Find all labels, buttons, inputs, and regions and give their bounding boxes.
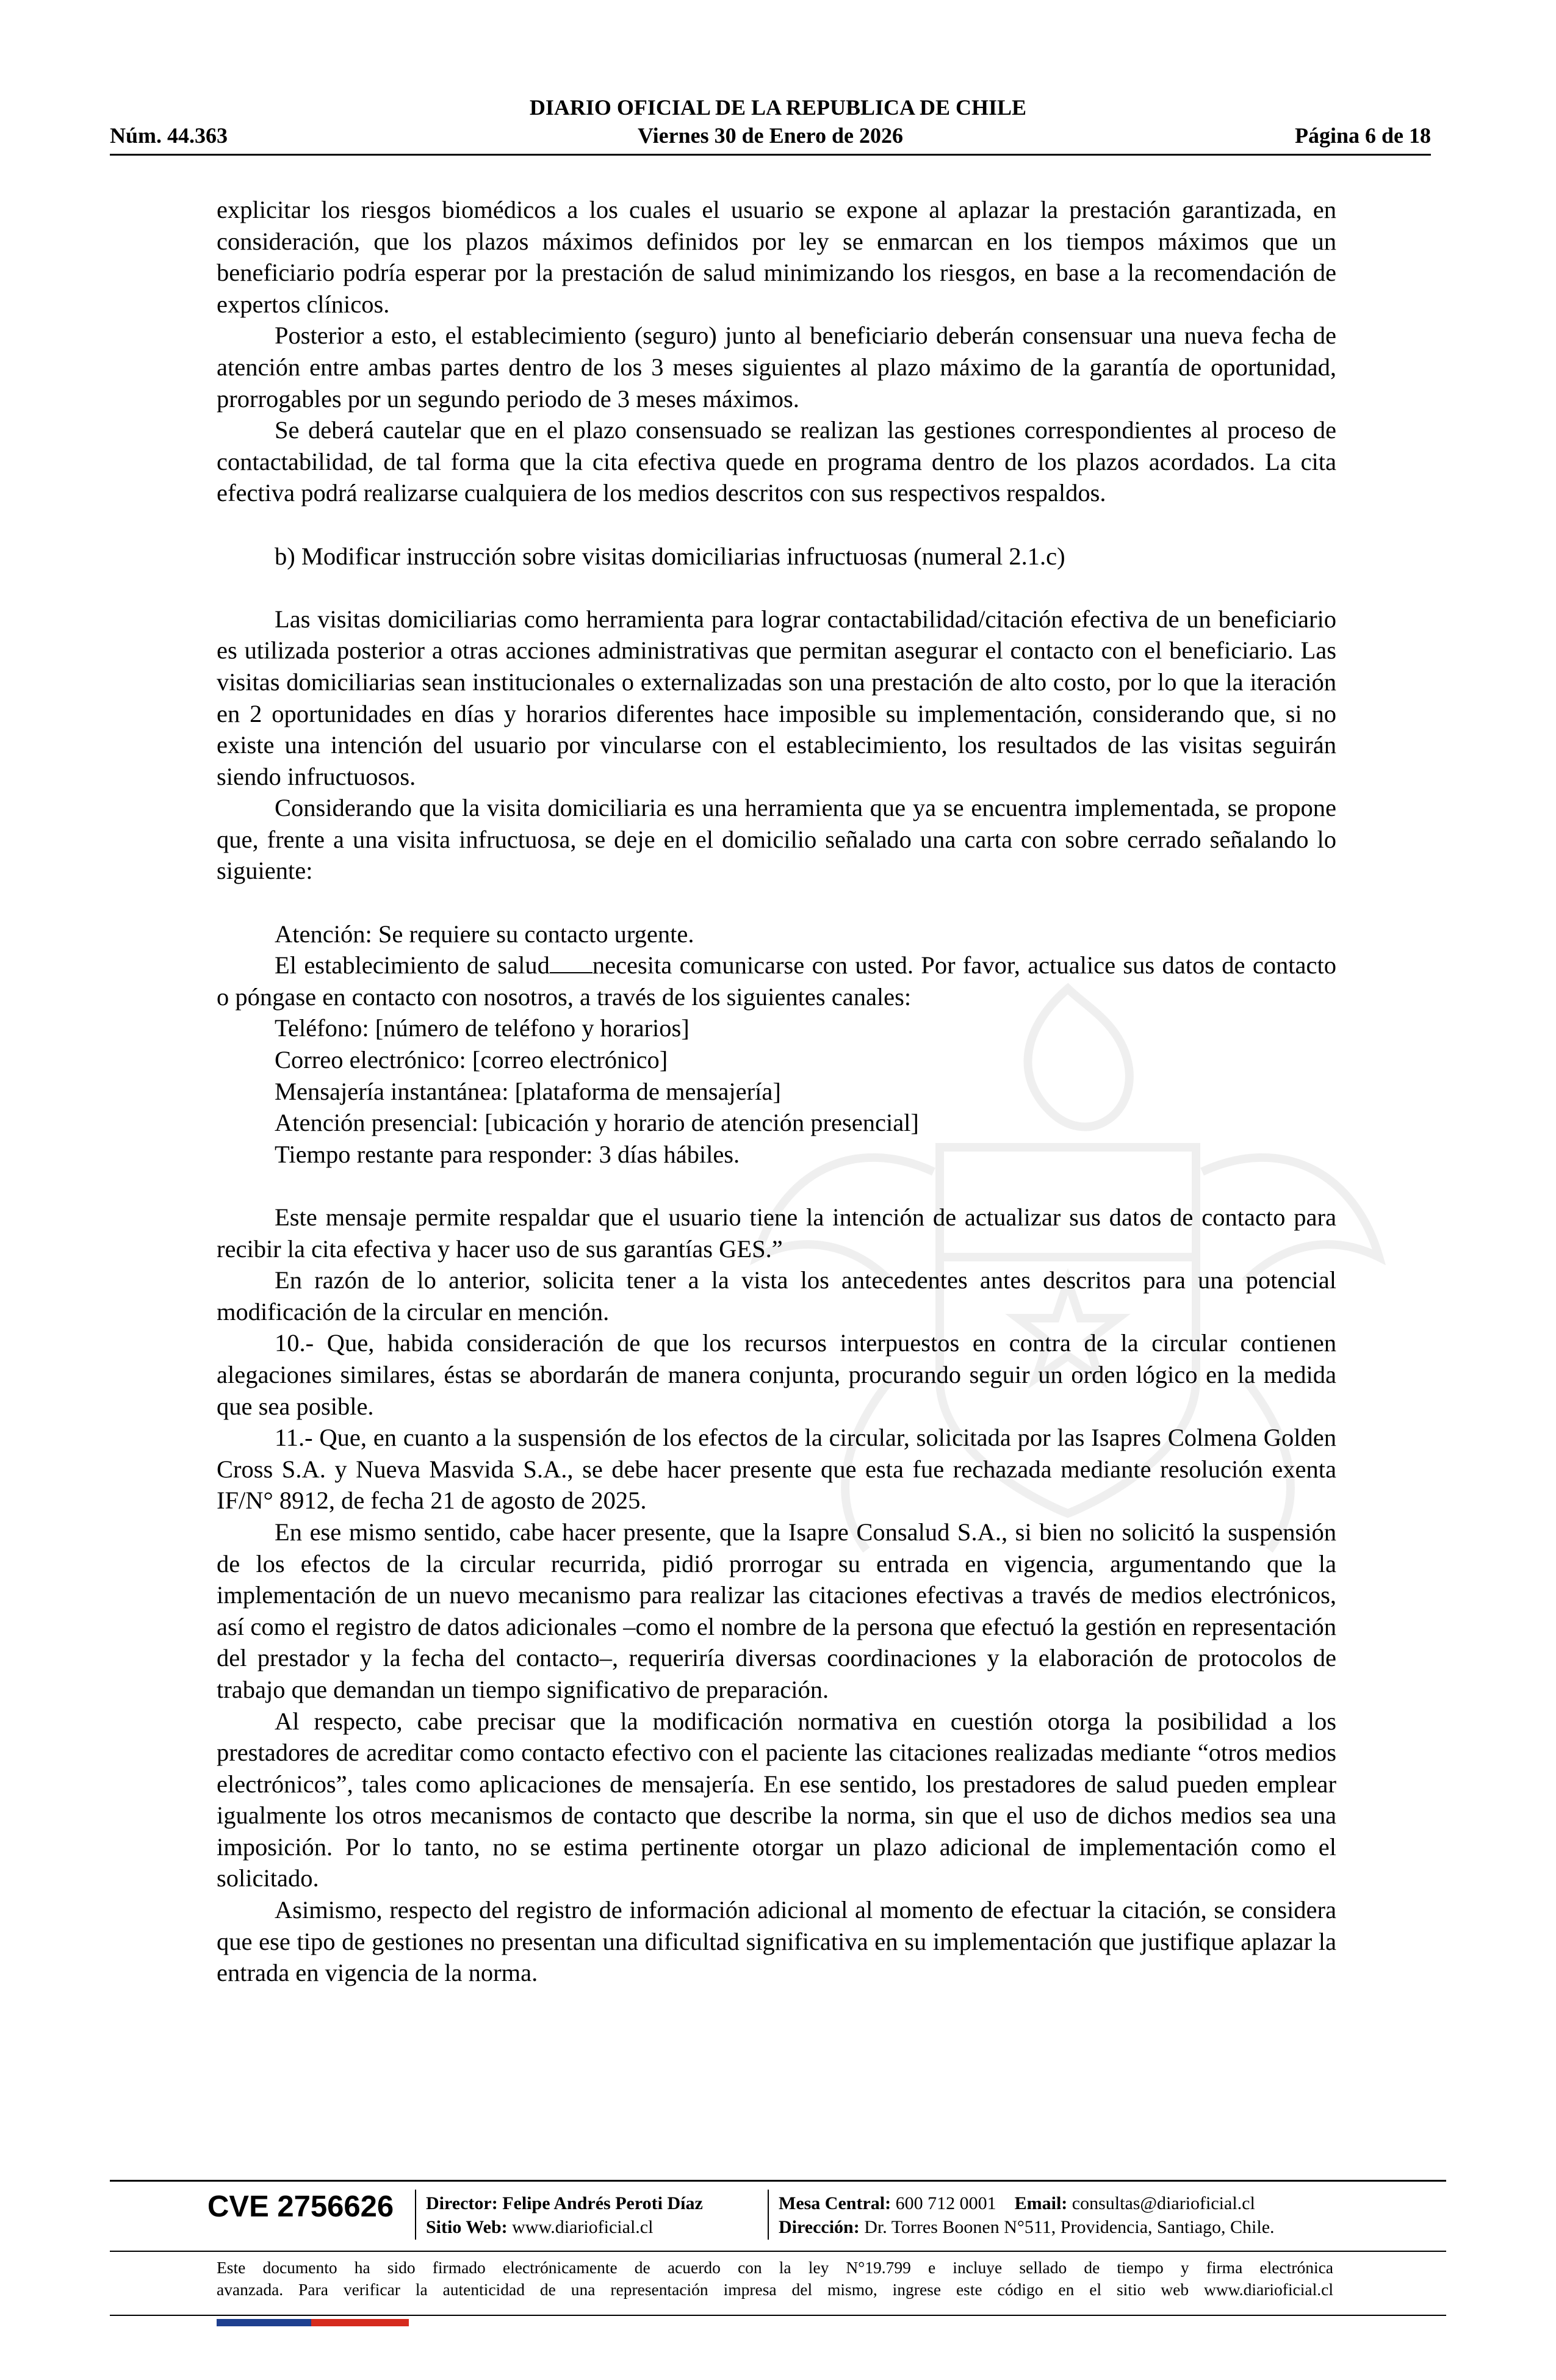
paragraph: 10.- Que, habida consideración de que los recursos interpuestos en contra de la circular contienen alegaciones similares, éstas se abordarán de manera conjunta, procurando seguir un orden lógico en la medida que sea posible. [217,1329,1336,1420]
footer-top-rule [110,2180,1446,2182]
letter-line: Teléfono: [número de teléfono y horarios] [275,1014,690,1042]
flag-stripe-blue [217,2319,311,2326]
letter-line: Mensajería instantánea: [plataforma de mensajería] [275,1077,781,1105]
footer-bottom-rule [110,2315,1446,2316]
footer-divider [768,2190,769,2240]
document-body [217,194,1336,1989]
flag-stripe-red [311,2319,409,2326]
letter-line: Atención: Se requiere su contacto urgente. [275,920,694,948]
paragraph: En razón de lo anterior, solicita tener a la vista los antecedentes antes descritos para una potencial modificación de la circular en mención. [217,1266,1336,1325]
letter-line: Correo electrónico: [correo electrónico] [275,1046,668,1074]
letter-text: necesita comunicarse con usted. Por favor, actualice sus datos de contacto o póngase en contacto con nosotros, a través de los siguientes canales: [217,951,1337,1011]
letter-text: El establecimiento de salud [275,951,550,979]
email-label: Email: [1014,2193,1068,2213]
paragraph: Considerando que la visita domiciliaria es una herramienta que ya se encuentra implementada, se propone que, frente a una visita infructuosa, se deje en el domicilio señalado una carta con sobre cerrado señalando lo siguiente: [217,794,1336,885]
header-rule [110,154,1431,156]
note-line: avanzada. Para verificar la autenticidad de una representación impresa del mismo, ingrese este código en el sitio web www.diarioficial.cl [217,2280,1333,2299]
newspaper-title: DIARIO OFICIAL DE LA REPUBLICA DE CHILE [529,95,1027,120]
address-label: Dirección: [779,2217,860,2237]
footer-contact-block [779,2191,1275,2239]
page-indicator: Página 6 de 18 [1294,123,1431,148]
letter-paragraph [217,950,1336,1012]
cve-code: CVE 2756626 [207,2190,394,2223]
address-value: Dr. Torres Boonen N°511, Providencia, Santiago, Chile. [864,2217,1275,2237]
header-row [110,122,1431,149]
site-link[interactable]: www.diarioficial.cl [512,2217,654,2237]
letter-line: Atención presencial: [ubicación y horario de atención presencial] [275,1109,919,1137]
director-name: Felipe Andrés Peroti Díaz [502,2193,703,2213]
site-label: Sitio Web: [426,2217,508,2237]
paragraph: En ese mismo sentido, cabe hacer presente, que la Isapre Consalud S.A., si bien no solicitó la suspensión de los efectos de la circular recurrida, pidió prorrogar su entrada en vigencia, argumentando que la implementación de un nuevo mecanismo para realizar las citaciones efectivas a través de medios electrónicos, así como el registro de datos adicionales –como el nombre de la persona que efectuó la gestión en representación del prestador y la fecha del contacto–, requeriría diversas coordinaciones y la elaboración de protocolos de trabajo que demandan un tiempo significativo de preparación. [217,1518,1336,1703]
paragraph: Las visitas domiciliarias como herramienta para lograr contactabilidad/citación efectiva de un beneficiario es utilizada posterior a otras acciones administrativas que permitan asegurar el contacto con el beneficiario. Las visitas domiciliarias sean institucionales o externalizadas son una prestación de alto costo, por lo que la iteración en 2 oportunidades en días y horarios diferentes hace imposible su implementación, considerando que, si no existe una intención del usuario por vincularse con el establecimiento, los resultados de las visitas seguirán siendo infructuosos. [217,605,1336,790]
footer-director-block [426,2191,703,2239]
footer-mid-rule [110,2251,1446,2252]
blank-field [550,954,593,973]
mesa-phone: 600 712 0001 [895,2193,996,2213]
letter-line: Tiempo restante para responder: 3 días hábiles. [275,1140,740,1168]
paragraph: Asimismo, respecto del registro de información adicional al momento de efectuar la citación, se considera que ese tipo de gestiones no presentan una dificultad significativa en su implementación que justifique aplazar la entrada en vigencia de la norma. [217,1896,1336,1987]
issue-date: Viernes 30 de Enero de 2026 [638,123,903,148]
paragraph: Posterior a esto, el establecimiento (seguro) junto al beneficiario deberán consensuar una nueva fecha de atención entre ambas partes dentro de los 3 meses siguientes al plazo máximo de la garantía de oportunidad, prorrogables por un segundo periodo de 3 meses máximos. [217,322,1336,413]
signature-note [217,2257,1333,2301]
footer-divider [415,2190,416,2240]
issue-number: Núm. 44.363 [110,123,228,148]
section-heading: b) Modificar instrucción sobre visitas domiciliarias infructuosas (numeral 2.1.c) [275,542,1065,570]
paragraph: Este mensaje permite respaldar que el usuario tiene la intención de actualizar sus datos de contacto para recibir la cita efectiva y hacer uso de sus garantías GES.” [217,1203,1336,1263]
paragraph: Se deberá cautelar que en el plazo consensuado se realizan las gestiones correspondientes al proceso de contactabilidad, de tal forma que la cita efectiva quede en programa dentro de los plazos acordados. La cita efectiva podrá realizarse cualquiera de los medios descritos con sus respectivos respaldos. [217,416,1336,507]
paragraph: 11.- Que, en cuanto a la suspensión de los efectos de la circular, solicitada por las Isapres Colmena Golden Cross S.A. y Nueva Masvida S.A., se debe hacer presente que esta fue rechazada mediante resolución exenta IF/N° 8912, de fecha 21 de agosto de 2025. [217,1424,1336,1515]
paragraph: explicitar los riesgos biomédicos a los cuales el usuario se expone al aplazar la prestación garantizada, en consideración, que los plazos máximos definidos por ley se enmarcan en los tiempos máximos que un beneficiario podría esperar por la prestación de salud minimizando los riesgos, en base a la recomendación de expertos clínicos. [217,196,1336,318]
email-link[interactable]: consultas@diarioficial.cl [1072,2193,1255,2213]
mesa-label: Mesa Central: [779,2193,891,2213]
paragraph: Al respecto, cabe precisar que la modificación normativa en cuestión otorga la posibilidad a los prestadores de acreditar como contacto efectivo con el paciente las citaciones realizadas mediante “otros medios electrónicos”, tales como aplicaciones de mensajería. En ese sentido, los prestadores de salud pueden emplear igualmente los otros mecanismos de contacto que describe la norma, sin que el uso de dichos medios sea una imposición. Por lo tanto, no se estima pertinente otorgar un plazo adicional de implementación como el solicitado. [217,1707,1336,1892]
note-line: Este documento ha sido firmado electrónicamente de acuerdo con la ley N°19.799 e incluye sellado de tiempo y firma electrónica [217,2258,1333,2277]
director-label: Director: [426,2193,498,2213]
